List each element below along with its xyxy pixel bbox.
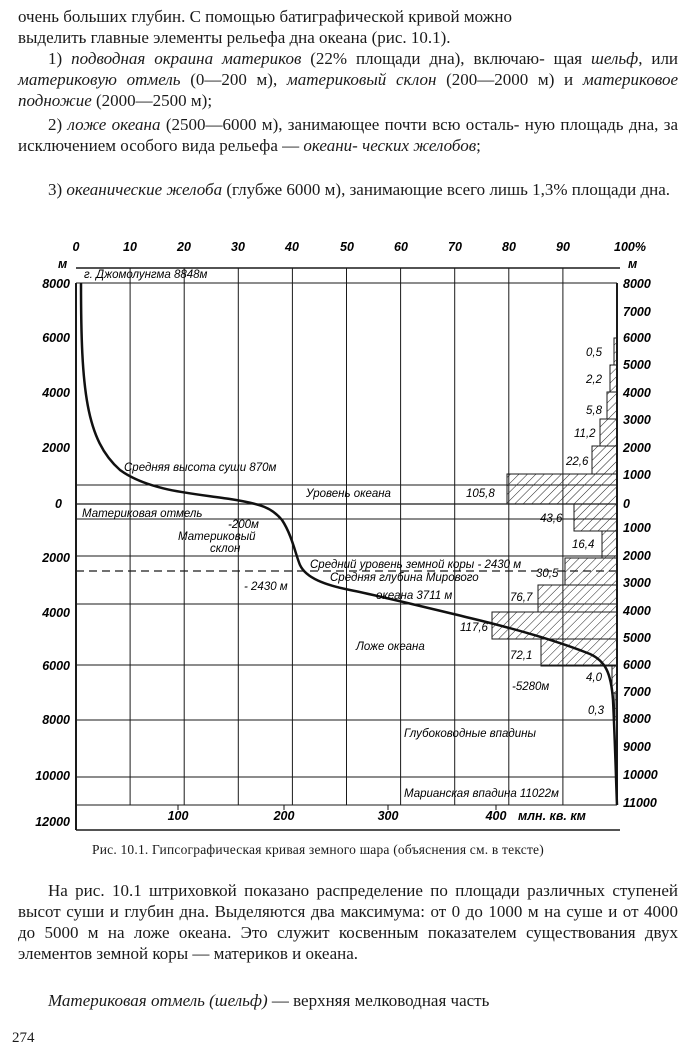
left-tick-label: 10000 <box>35 769 70 783</box>
label-mean-crust: Средний уровень земной коры - 2430 м <box>310 559 522 571</box>
right-tick-label: 11000 <box>623 796 657 810</box>
right-tick-label: 8000 <box>623 277 651 291</box>
figure-caption: Рис. 10.1. Гипсографическая кривая земного шара (объяснения см. в тексте) <box>92 842 544 857</box>
right-tick-label: 9000 <box>623 740 651 754</box>
right-tick-label: 7000 <box>623 305 651 319</box>
right-tick-label: 1000 <box>623 521 651 535</box>
hist-label: 105,8 <box>466 488 495 500</box>
hist-label: 22,6 <box>566 456 589 468</box>
hist-bar <box>574 504 617 531</box>
list-item-2: 2) ложе океана (2500—6000 м), занимающее почти всю осталь- ную площадь дна, за исключением особого вида рельефа — океани- ческих желобов; <box>18 115 679 155</box>
label-5280m: -5280м <box>512 681 550 693</box>
hist-label: 117,6 <box>460 622 488 634</box>
right-tick-label: 6000 <box>623 331 651 345</box>
right-tick-label: 1000 <box>623 468 651 482</box>
left-tick-label: 12000 <box>35 815 70 829</box>
left-tick-label: 2000 <box>42 551 70 565</box>
top-tick-label: 50 <box>340 240 354 254</box>
hist-label: 2,2 <box>586 374 602 386</box>
hist-bar <box>600 419 617 446</box>
text-line: выделить главные элементы рельефа дна океана (рис. 10.1). <box>18 28 451 47</box>
label-ocean-floor: Ложе океана <box>356 641 425 653</box>
top-tick-label: 100% <box>614 240 646 254</box>
list-item-1: 1) подводная окраина материков (22% площади дна), включаю- щая шельф, или материковую отмель (0—200 м), материковый склон (200—2000 м) и материковое подножие (2000—2500 м); <box>18 49 679 110</box>
hist-label: 0,3 <box>588 705 604 717</box>
bottom-tick-label: 300 <box>377 809 399 823</box>
label-2430m: - 2430 м <box>244 581 288 593</box>
label-mean-depth-2: океана 3711 м <box>376 590 453 602</box>
top-tick-label: 70 <box>448 240 462 254</box>
hist-label: 30,5 <box>536 568 559 580</box>
bottom-tick-label: 100 <box>167 809 189 823</box>
page-number: 274 <box>12 1030 35 1046</box>
top-tick-label: 20 <box>177 240 191 254</box>
hist-label: 5,8 <box>586 405 602 417</box>
hist-bar <box>607 392 617 419</box>
left-axis <box>35 257 70 829</box>
right-tick-label: 2000 <box>623 549 651 563</box>
paragraph-shelf: Материковая отмель (шельф) — верхняя мелководная часть <box>48 991 490 1010</box>
label-mean-depth-1: Средняя глубина Мирового <box>330 572 479 584</box>
left-tick-label: 4000 <box>42 606 70 620</box>
top-tick-label: 10 <box>123 240 137 254</box>
left-tick-label: 4000 <box>42 386 70 400</box>
label-mean-land: Средняя высота суши 870м <box>124 462 277 474</box>
right-tick-label: 2000 <box>623 441 651 455</box>
hist-bar <box>592 446 617 474</box>
right-tick-label: 5000 <box>623 358 651 372</box>
left-tick-label: 0 <box>55 497 62 511</box>
right-tick-label: 4000 <box>623 386 651 400</box>
hist-bar <box>507 474 617 504</box>
top-tick-label: 30 <box>231 240 245 254</box>
label-shelf: Материковая отмель <box>82 508 203 520</box>
right-tick-label: 3000 <box>623 576 651 590</box>
hist-bar <box>614 338 617 365</box>
hist-bar <box>565 558 617 585</box>
label-mariana: Марианская впадина 11022м <box>404 788 559 800</box>
top-tick-label: 60 <box>394 240 408 254</box>
hist-bar <box>610 365 617 392</box>
list-item-3: 3) океанические желоба (глубже 6000 м), занимающие всего лишь 1,3% площади дна. <box>48 180 671 199</box>
area-histogram <box>492 338 617 720</box>
right-axis-unit: м <box>628 257 638 271</box>
bottom-tick-label: 400 <box>485 809 507 823</box>
hist-label: 0,5 <box>586 347 602 359</box>
hist-label: 11,2 <box>574 428 596 440</box>
hist-bar <box>541 639 617 666</box>
left-axis-unit: м <box>58 257 68 271</box>
top-tick-label: 90 <box>556 240 570 254</box>
right-tick-label: 6000 <box>623 658 651 672</box>
hypsographic-curve <box>81 283 617 805</box>
hist-label: 76,7 <box>510 592 533 604</box>
top-tick-label: 40 <box>285 240 299 254</box>
right-axis <box>622 257 658 810</box>
hist-label: 4,0 <box>586 672 602 684</box>
right-tick-label: 8000 <box>623 712 651 726</box>
label-everest: г. Джомолунгма 8848м <box>84 269 208 281</box>
label-trenches: Глубоководные впадины <box>404 728 536 740</box>
plot-frame <box>76 268 620 830</box>
top-axis <box>73 240 646 254</box>
hist-bar <box>492 612 617 639</box>
top-tick-label: 80 <box>502 240 516 254</box>
hist-bar <box>538 585 617 612</box>
label-200m: -200м <box>228 519 259 531</box>
left-tick-label: 8000 <box>42 713 70 727</box>
hist-label: 16,4 <box>572 539 595 551</box>
right-tick-label: 7000 <box>623 685 651 699</box>
left-tick-label: 8000 <box>42 277 70 291</box>
right-tick-label: 4000 <box>623 604 651 618</box>
right-tick-label: 10000 <box>623 768 658 782</box>
bottom-axis <box>168 805 586 823</box>
hist-label: 43,6 <box>540 513 563 525</box>
right-tick-label: 3000 <box>623 413 651 427</box>
bottom-axis-unit: млн. кв. км <box>518 809 586 823</box>
paragraph-intro <box>18 6 678 48</box>
right-tick-label: 5000 <box>623 631 651 645</box>
paragraph-hatching: На рис. 10.1 штриховкой показано распределение по площади различных ступеней высот суши и глубин дна. Выделяются два максимума: от 0 до 1000 м на суше и от 4000 до 5000 м на ложе океана. Это служит косвенным показателем существования двух элементов земной коры — материков и океана. <box>18 881 679 963</box>
hist-bar <box>602 531 617 558</box>
left-tick-label: 6000 <box>42 659 70 673</box>
label-sea-level: Уровень океана <box>306 488 391 500</box>
hypsographic-curve-figure <box>0 232 691 837</box>
hist-bar <box>615 693 617 720</box>
text-line: очень больших глубин. С помощью батиграфической кривой можно <box>18 7 512 26</box>
label-slope-2: склон <box>210 543 241 555</box>
left-tick-label: 6000 <box>42 331 70 345</box>
label-slope-1: Материковый <box>178 531 256 543</box>
hist-label: 72,1 <box>510 650 533 662</box>
right-tick-label: 0 <box>623 497 630 511</box>
top-tick-label: 0 <box>72 240 80 254</box>
bottom-tick-label: 200 <box>273 809 295 823</box>
left-tick-label: 2000 <box>42 441 70 455</box>
